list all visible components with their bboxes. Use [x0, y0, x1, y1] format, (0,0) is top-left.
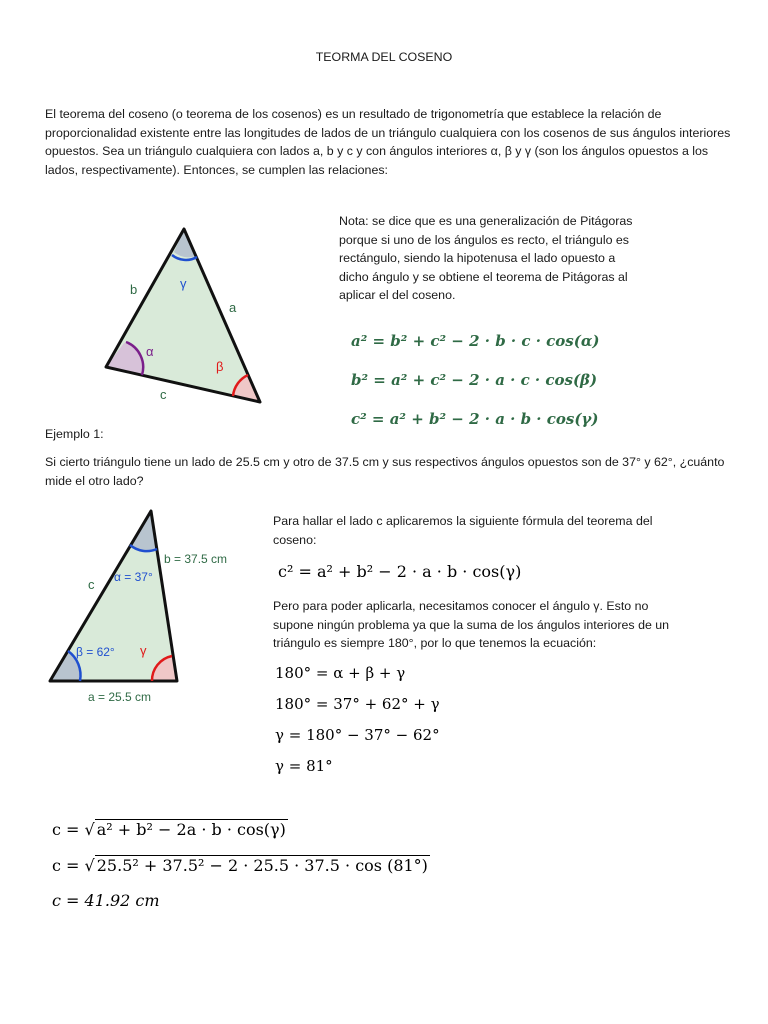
- law-formula-b: b² = a² + c² − 2 · a · c · cos(β): [351, 371, 598, 389]
- gamma-label-2: γ: [140, 643, 147, 658]
- a-value-label: a = 25.5 cm: [88, 690, 152, 704]
- side-b-label: b: [130, 282, 138, 297]
- b-value-label: b = 37.5 cm: [164, 552, 228, 566]
- side-c-label: c: [160, 387, 167, 402]
- triangle-figure-1: [100, 225, 270, 410]
- angle-eq-1: 180° = α + β + γ: [275, 664, 406, 682]
- note-paragraph: Nota: se dice que es una generalización de Pitágoras porque si uno de los ángulos es recto, el triángulo es rectángulo, siendo la hipotenusa el lado opuesto a dicho ángulo y se obtiene el teorema de Pitágoras al aplicar el del coseno.: [339, 214, 633, 303]
- final-eq-1: c = √ a² + b² − 2a · b · cos(γ): [52, 820, 286, 839]
- final-eq-2-lhs: c =: [52, 856, 85, 875]
- example-question: Si cierto triángulo tiene un lado de 25.5 cm y otro de 37.5 cm y sus respectivos ángulos opuestos son de 37° y 62°, ¿cuánto mide el otro lado?: [45, 455, 725, 488]
- alpha-label: α: [146, 344, 154, 359]
- page-title: TEORMA DEL COSENO: [315, 50, 453, 64]
- example-label: Ejemplo 1:: [45, 427, 104, 441]
- law-formula-c: c² = a² + b² − 2 · a · b · cos(γ): [351, 410, 599, 428]
- beta-label: β: [216, 359, 224, 374]
- final-eq-1-radicand: a² + b² − 2a · b · cos(γ): [96, 820, 286, 839]
- angle-sum-paragraph: Pero para poder aplicarla, necesitamos conocer el ángulo γ. Esto no supone ningún problema ya que la suma de los ángulos interiores de un triángulo es siempre 180°, por lo que tenemos la ecuación:: [273, 599, 670, 651]
- side-a-label: a: [229, 300, 237, 315]
- triangle-figure-2: [40, 505, 250, 705]
- final-eq-1-lhs: c =: [52, 820, 85, 839]
- angle-eq-2: 180° = 37° + 62° + γ: [275, 695, 440, 713]
- final-eq-2: c = √ 25.5² + 37.5² − 2 · 25.5 · 37.5 · cos (81°): [52, 856, 428, 875]
- angle-eq-3: γ = 180° − 37° − 62°: [275, 726, 440, 744]
- c-label: c: [88, 577, 95, 592]
- final-eq-2-radicand: 25.5² + 37.5² − 2 · 25.5 · 37.5 · cos (81°): [96, 856, 428, 875]
- alpha-value-label: α = 37°: [114, 570, 153, 584]
- formula-c: c² = a² + b² − 2 · a · b · cos(γ): [278, 562, 522, 581]
- angle-eq-4: γ = 81°: [275, 757, 333, 775]
- law-formula-a: a² = b² + c² − 2 · b · c · cos(α): [351, 332, 600, 350]
- final-result: c = 41.92 cm: [52, 891, 160, 910]
- beta-value-label: β = 62°: [76, 645, 115, 659]
- intro-paragraph: El teorema del coseno (o teorema de los cosenos) es un resultado de trigonometría que establece la relación de proporcionalidad existente entre las longitudes de lados de un triángulo cualquiera con los cosenos de sus ángulos interiores opuestos. Sea un triángulo cualquiera con lados a, b y c y con ángulos interiores α, β y γ (son los ángulos opuestos a los lados, respectivamente). Entonces, se cumplen las relaciones:: [45, 107, 731, 177]
- gamma-label: γ: [180, 276, 187, 291]
- formula-intro-paragraph: Para hallar el lado c aplicaremos la siguiente fórmula del teorema del coseno:: [273, 514, 653, 547]
